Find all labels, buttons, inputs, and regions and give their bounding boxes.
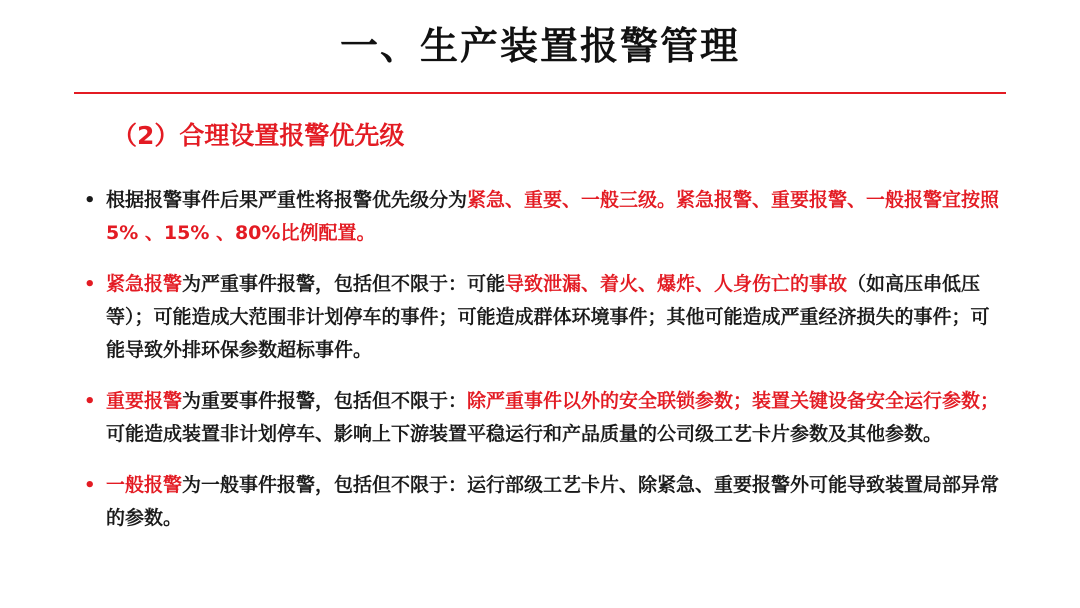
bullet-term: 一般报警: [106, 474, 183, 496]
bullet-highlight: 导致泄漏、着火、爆炸、人身伤亡的事故: [505, 273, 848, 295]
bullet-text: 为严重事件报警，包括但不限于：可能: [182, 273, 506, 295]
title-underline: [74, 92, 1006, 94]
bullet-term: 重要报警: [106, 390, 183, 412]
bullet-urgent-alarm: [82, 268, 1002, 367]
bullet-highlight: 除严重事件以外的安全联锁参数；装置关键设备安全运行参数；: [467, 390, 1000, 412]
bullet-text: （如高压串低压等）；可能造成大范围非计划停车的事件；可能造成群体环境事件；其他可能造成严重经济损失的事件；可能导致外排环保参数超标事件。: [106, 273, 990, 361]
bullet-text: 为一般事件报警，包括但不限于：运行部级工艺卡片、除紧急、重要报警外可能导致装置局部异常的参数。: [106, 474, 1000, 529]
section-subtitle: （2）合理设置报警优先级: [112, 121, 405, 150]
bullet-dot-icon: •: [84, 190, 96, 211]
bullet-dot-icon: •: [84, 391, 96, 412]
bullet-important-alarm: [82, 385, 1002, 451]
bullet-text: 根据报警事件后果严重性将报警优先级分为: [106, 189, 468, 211]
bullet-list: [82, 184, 1002, 535]
bullet-dot-icon: •: [84, 475, 96, 496]
bullet-general-alarm: [82, 469, 1002, 535]
page-title: 一、生产装置报警管理: [339, 24, 740, 68]
bullet-dot-icon: •: [84, 274, 96, 295]
bullet-text: 为重要事件报警，包括但不限于：: [182, 390, 468, 412]
bullet-text: 可能造成装置非计划停车、影响上下游装置平稳运行和产品质量的公司级工艺卡片参数及其他参数。: [106, 423, 943, 445]
bullet-term: 紧急报警: [106, 273, 183, 295]
bullet-highlight: 紧急、重要、一般三级。紧急报警、重要报警、一般报警宜按照5% 、15% 、80%比例配置。: [106, 189, 1000, 244]
bullet-priority-levels: [82, 184, 1002, 250]
